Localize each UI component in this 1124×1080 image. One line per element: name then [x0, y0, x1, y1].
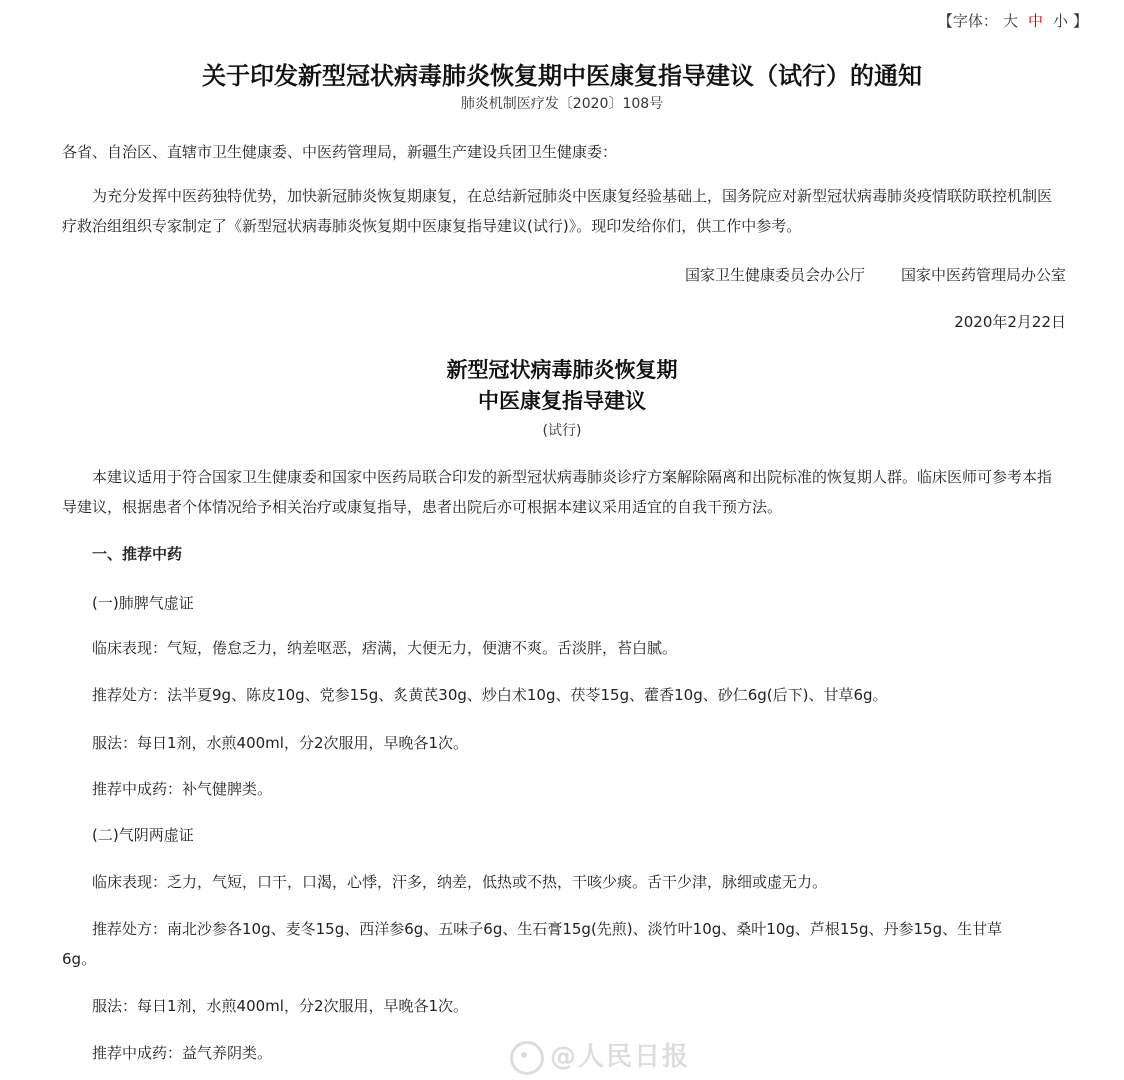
notice-title: 关于印发新型冠状病毒肺炎恢复期中医康复指导建议（试行）的通知	[202, 61, 922, 90]
document-intro-paragraph: 本建议适用于符合国家卫生健康委和国家中医药局联合印发的新型冠状病毒肺炎诊疗方案解除隔离和出院标准的恢复期人群。临床医师可参考本指导建议，根据患者个体情况给予相关治疗或康复指导，患者出院后亦可根据本建议采用适宜的自我干预方法。	[62, 468, 1053, 516]
prescription-2-line-1: 推荐处方：南北沙参各10g、麦冬15g、西洋参6g、五味子6g、生石膏15g(先煎)、淡竹叶10g、桑叶10g、芦根15g、丹参15g、生甘草	[92, 920, 1003, 938]
clinical-manifestation-1: 临床表现：气短，倦怠乏力，纳差呕恶，痞满，大便无力，便溏不爽。舌淡胖，苔白腻。	[92, 639, 678, 657]
patent-medicine-2: 推荐中成药：益气养阴类。	[92, 1044, 273, 1062]
font-size-prefix: 【字体：	[937, 12, 998, 30]
watermark	[510, 1036, 690, 1075]
document-title-line-1: 新型冠状病毒肺炎恢复期	[446, 357, 678, 382]
signer-tcm-office: 国家中医药管理局办公室	[900, 266, 1066, 284]
issuing-offices	[685, 260, 1066, 290]
font-size-small-link[interactable]: 小	[1052, 12, 1068, 30]
font-size-large-link[interactable]: 大	[1002, 12, 1018, 30]
weibo-icon	[510, 1041, 544, 1075]
watermark-text: @人民日报	[550, 1042, 691, 1072]
usage-1: 服法：每日1剂，水煎400ml，分2次服用，早晚各1次。	[92, 734, 469, 752]
usage-2: 服法：每日1剂，水煎400ml，分2次服用，早晚各1次。	[92, 997, 469, 1015]
font-size-suffix: 】	[1072, 12, 1088, 30]
recipients-line: 各省、自治区、直辖市卫生健康委、中医药管理局，新疆生产建设兵团卫生健康委：	[62, 143, 618, 161]
prescription-2-line-2: 6g。	[62, 950, 97, 968]
font-size-control	[938, 10, 1088, 31]
prescription-1: 推荐处方：法半夏9g、陈皮10g、党参15g、炙黄芪30g、炒白术10g、茯苓15g、藿香10g、砂仁6g(后下)、甘草6g。	[92, 686, 888, 704]
font-size-medium-link[interactable]: 中	[1027, 12, 1043, 30]
subsection-heading-lung-spleen-qi-deficiency: (一)肺脾气虚证	[92, 594, 194, 612]
notice-intro-paragraph: 为充分发挥中医药独特优势，加快新冠肺炎恢复期康复，在总结新冠肺炎中医康复经验基础上，国务院应对新型冠状病毒肺炎疫情联防联控机制医疗救治组组织专家制定了《新型冠状病毒肺炎恢复期中医康复指导建议(试行)》。现印发给你们，供工作中参考。	[62, 187, 1053, 235]
trial-label: (试行)	[542, 423, 582, 439]
document-number: 肺炎机制医疗发〔2020〕108号	[460, 96, 664, 112]
section-heading-recommended-tcm: 一、推荐中药	[92, 545, 183, 563]
issue-date: 2020年2月22日	[954, 313, 1066, 331]
document-title-line-2: 中医康复指导建议	[478, 388, 646, 413]
subsection-heading-qi-yin-deficiency: (二)气阴两虚证	[92, 826, 194, 844]
signer-nhc-office: 国家卫生健康委员会办公厅	[684, 266, 865, 284]
clinical-manifestation-2: 临床表现：乏力，气短，口干，口渴，心悸，汗多，纳差，低热或不热，干咳少痰。舌干少津，脉细或虚无力。	[92, 873, 828, 891]
patent-medicine-1: 推荐中成药：补气健脾类。	[92, 780, 273, 798]
